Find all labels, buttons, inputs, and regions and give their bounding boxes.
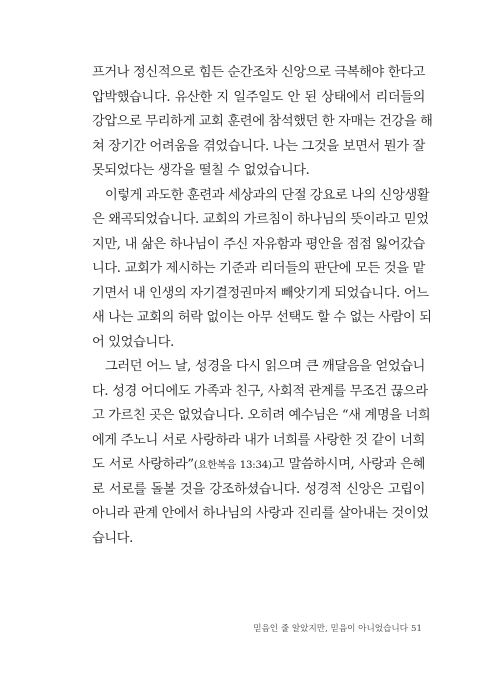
text-line: 이렇게 과도한 훈련과 세상과의 단절 강요로 나의 신앙생활 (105, 187, 430, 203)
text-line: 기면서 내 인생의 자기결정권마저 빼앗기게 되었습니다. 어느 (92, 285, 429, 301)
text-line: 습니다. (92, 530, 134, 546)
page-number: 51 (411, 624, 422, 634)
text-line: 에게 주노니 서로 사랑하라 내가 너희를 사랑한 것 같이 너희 (92, 432, 425, 448)
page-footer (0, 622, 500, 636)
paragraph-2 (92, 184, 432, 356)
paragraph-3 (92, 355, 431, 551)
paragraph-1 (92, 61, 433, 184)
text-line: 쳐 장기간 어려움을 겪었습니다. 나는 그것을 보면서 뭔가 잘 (92, 138, 425, 154)
text-segment: 고 말씀하시며, 사랑과 은혜 (271, 457, 425, 472)
text-line: 압박했습니다. 유산한 지 일주일도 안 된 상태에서 리더들의 (92, 89, 425, 105)
text-line: 지만, 내 삶은 하나님이 주신 자유함과 평안을 점점 잃어갔습 (92, 236, 425, 252)
text-segment: 도 서로 사랑하라” (92, 457, 194, 472)
text-line: 새 나는 교회의 허락 없이는 아무 선택도 할 수 없는 사람이 되 (92, 310, 432, 325)
text-line: 고 가르친 곳은 없었습니다. 오히려 예수님은 “새 계명을 너희 (92, 408, 431, 423)
body-text (92, 61, 433, 551)
text-line: 다. 성경 어디에도 가족과 친구, 사회적 관계를 무조건 끊으라 (92, 383, 428, 399)
bible-reference: (요한복음 13:34) (193, 460, 272, 471)
running-title: 믿음인 줄 알았지만, 믿음이 아니었습니다 (253, 624, 408, 634)
text-line: 로 서로를 돌볼 것을 강조하셨습니다. 성경적 신앙은 고립이 (92, 481, 425, 497)
text-line: 강압으로 무리하게 교회 훈련에 참석했던 한 자매는 건강을 해 (92, 114, 433, 129)
text-line: 은 왜곡되었습니다. 교회의 가르침이 하나님의 뜻이라고 믿었 (92, 212, 429, 227)
text-line: 그러던 어느 날, 성경을 다시 읽으며 큰 깨달음을 얻었습니 (105, 359, 425, 374)
text-line: 못되었다는 생각을 떨칠 수 없었습니다. (92, 163, 310, 178)
text-line: 니다. 교회가 제시하는 기준과 리더들의 판단에 모든 것을 맡 (92, 261, 425, 276)
text-line: 어 있었습니다. (92, 334, 175, 350)
text-line: 아니라 관계 안에서 하나님의 사랑과 진리를 살아내는 것이었 (92, 506, 429, 521)
text-line-with-reference (92, 453, 425, 478)
text-line: 프거나 정신적으로 힘든 순간조차 신앙으로 극복해야 한다고 (92, 65, 425, 80)
